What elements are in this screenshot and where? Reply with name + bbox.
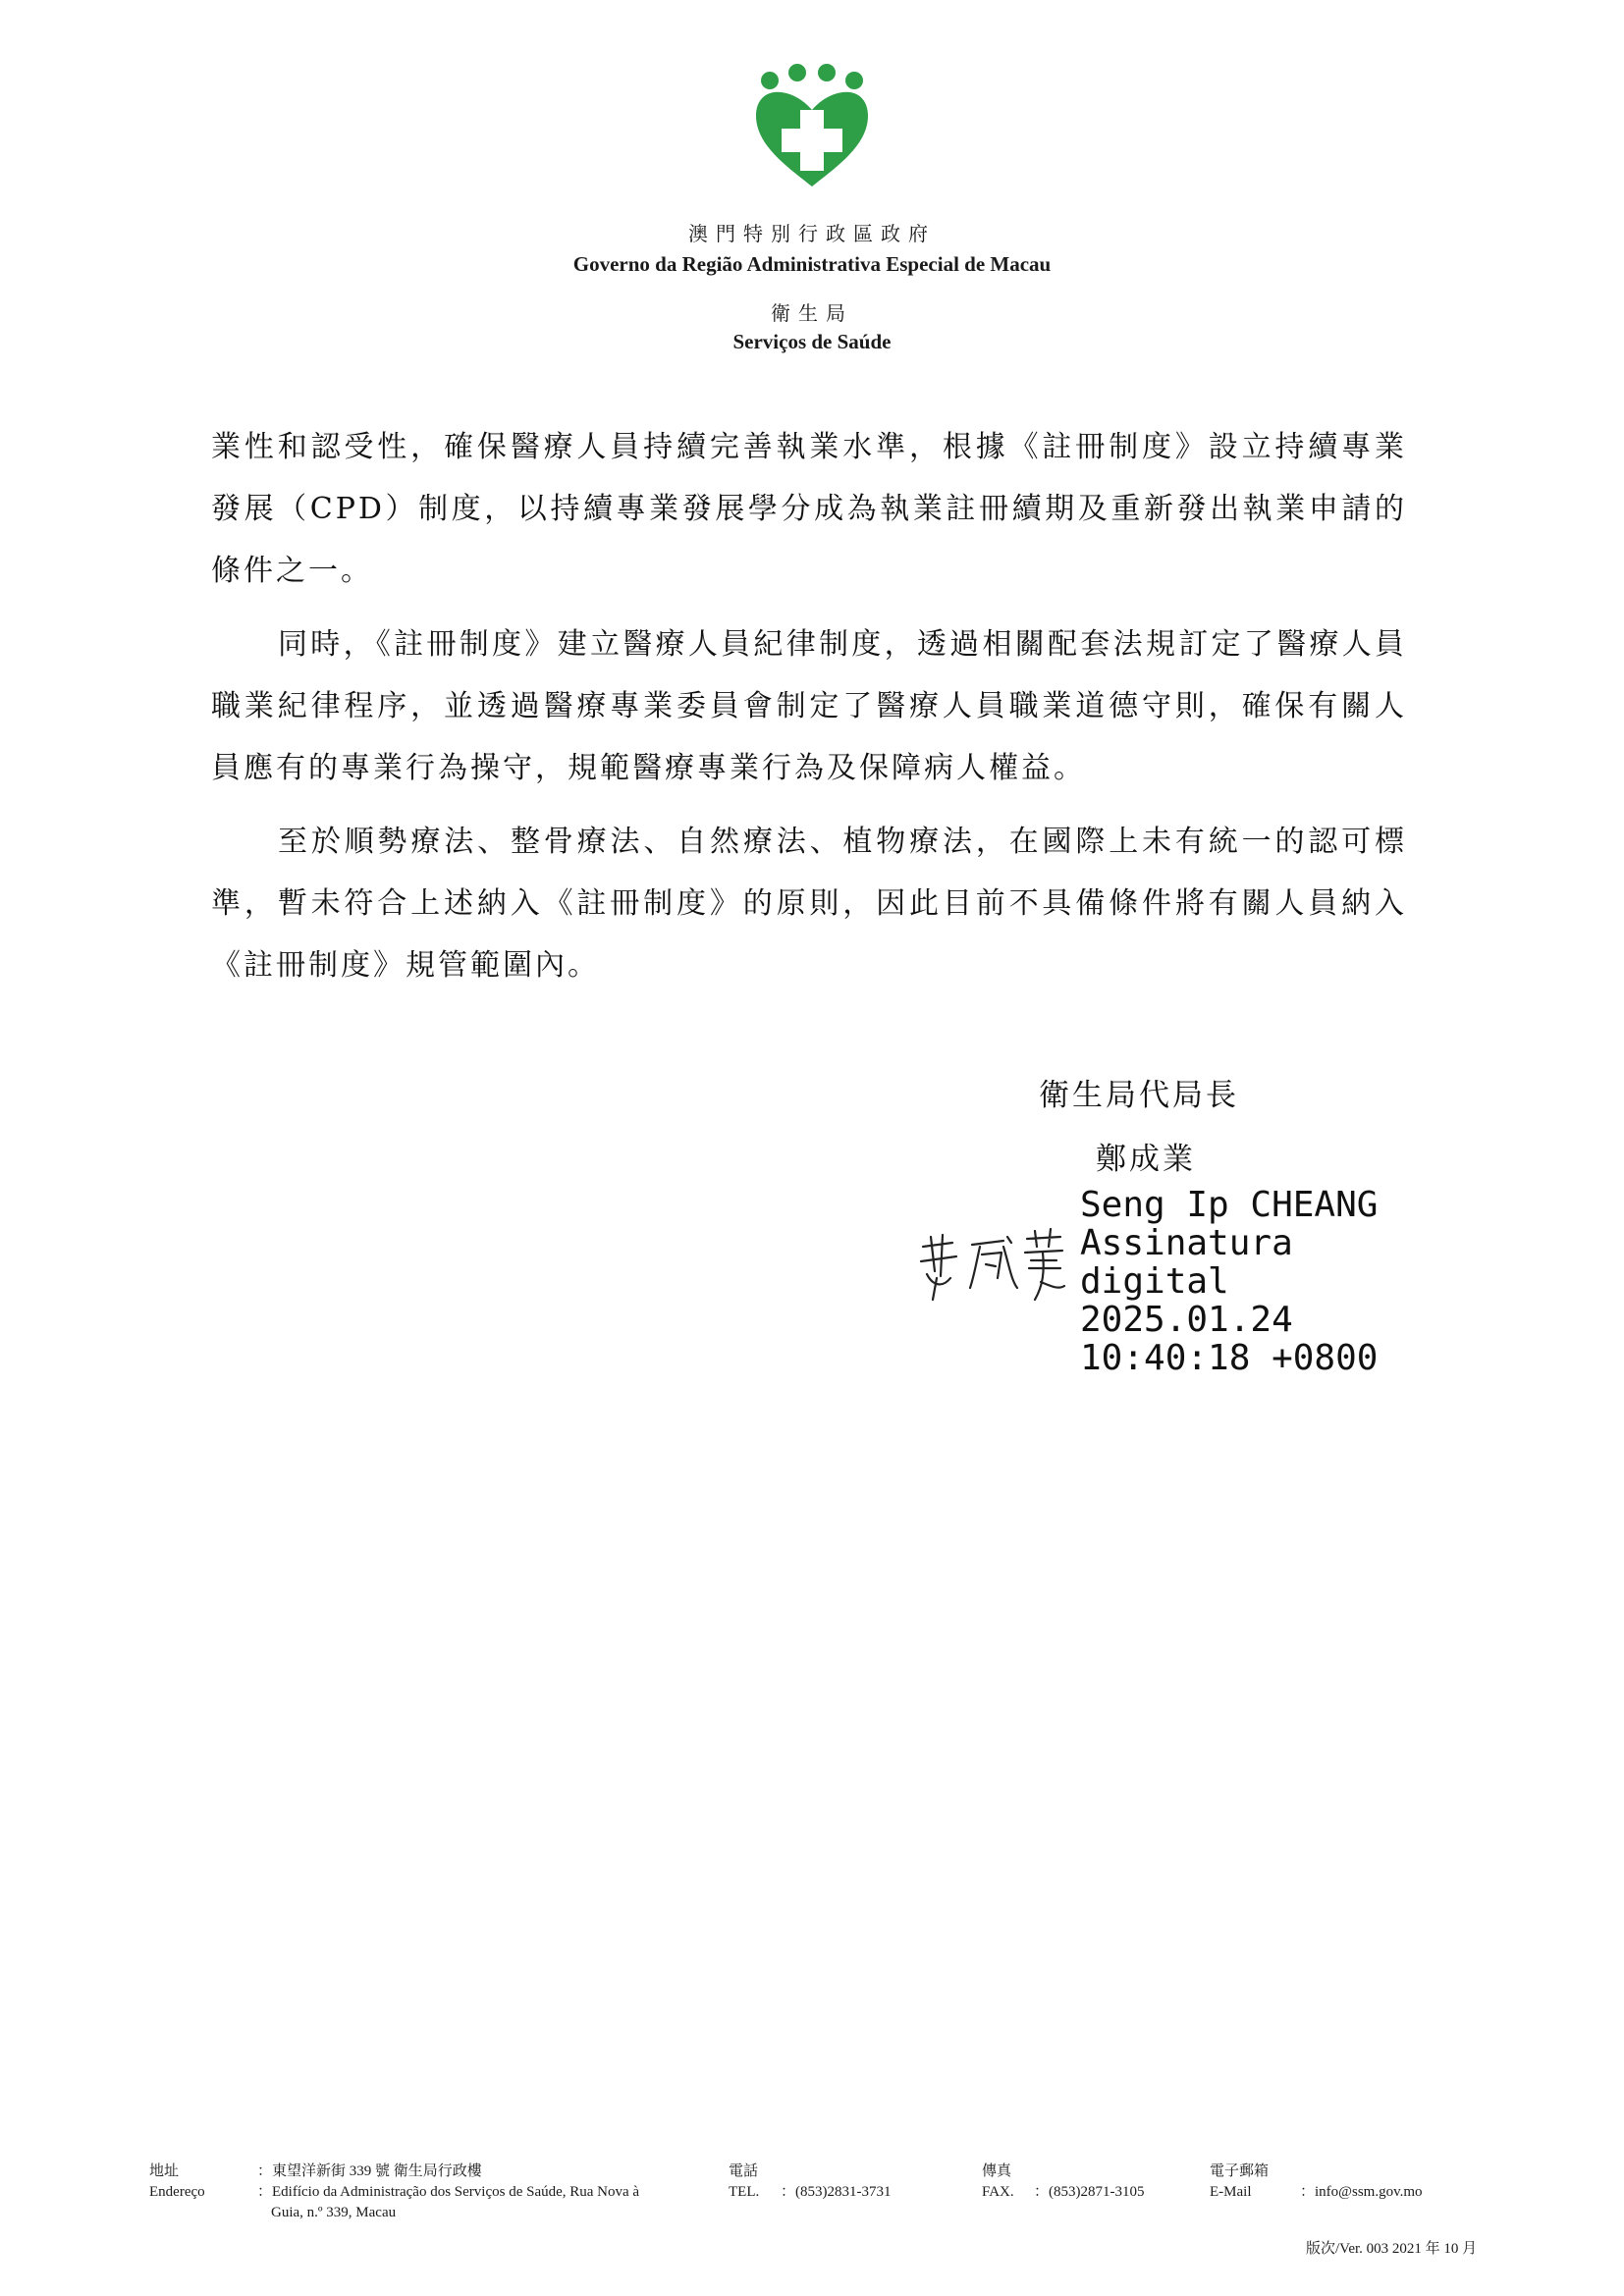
tel-label-en: TEL.	[729, 2184, 760, 2200]
address-label-pt: Endereço	[149, 2184, 205, 2200]
signatory-title: 衛生局代局長	[1039, 1078, 1239, 1113]
tel-label-zh: 電話	[729, 2163, 759, 2179]
fax-label-en: FAX.	[982, 2184, 1014, 2200]
digital-signature-date: 2025.01.24	[1080, 1300, 1293, 1340]
department-name-portuguese: Serviços de Saúde	[732, 330, 892, 353]
paragraph-2: 同時，《註冊制度》建立醫療人員紀律制度，透過相關配套法規訂定了醫療人員職業紀律程序，並透過醫療專業委員會制定了醫療人員職業道德守則，確保有關人員應有的專業行為操守，規範醫療專業行為及保障病人權益。	[211, 627, 1407, 785]
document-version: 版次/Ver. 003 2021 年 10 月	[1306, 2241, 1478, 2257]
digital-signature-time: 10:40:18 +0800	[1080, 1338, 1379, 1378]
footer-fax-value: ：(853)2871-3105	[1034, 2184, 1145, 2200]
address-pt-line-1: ：Edifício da Administração dos Serviços de Saúde, Rua Nova à	[257, 2184, 640, 2200]
digital-signature-line: Assinatura	[1080, 1223, 1293, 1263]
address-zh: ：東望洋新街 339 號 衛生局行政樓	[257, 2163, 482, 2179]
footer-email-value[interactable]: ：info@ssm.gov.mo	[1300, 2184, 1423, 2200]
footer-address	[257, 2162, 709, 2223]
department-name-chinese: 衛生局	[771, 301, 853, 325]
digital-signature-line: Seng Ip CHEANG	[1080, 1185, 1379, 1225]
letter-body	[211, 416, 1407, 1008]
footer-fax-label	[982, 2162, 1014, 2203]
address-label-zh: 地址	[149, 2163, 180, 2179]
government-name-chinese: 澳門特別行政區政府	[688, 222, 936, 245]
paragraph-1: 業性和認受性，確保醫療人員持續完善執業水準，根據《註冊制度》設立持續專業發展（CPD）制度，以持續專業發展學分成為執業註冊續期及重新發出執業申請的條件之一。	[211, 430, 1407, 588]
signatory-name: 鄭成業	[1096, 1142, 1196, 1177]
address-pt-line-2: Guia, n.º 339, Macau	[271, 2205, 397, 2220]
email-label-zh: 電子郵箱	[1210, 2163, 1270, 2179]
footer-tel-value: ：(853)2831-3731	[781, 2184, 892, 2200]
handwritten-signature	[913, 1217, 1070, 1306]
email-label-en: E-Mail	[1210, 2184, 1252, 2200]
digital-signature-stamp	[1080, 1186, 1378, 1377]
footer-address-label	[149, 2162, 205, 2203]
fax-label-zh: 傳真	[982, 2163, 1012, 2179]
footer-email-label	[1210, 2162, 1269, 2203]
health-bureau-logo	[748, 59, 876, 196]
government-name-portuguese: Governo da Região Administrativa Especial de Macau	[572, 252, 1052, 276]
digital-signature-line: digital	[1080, 1261, 1229, 1302]
footer-tel-label	[729, 2162, 759, 2203]
paragraph-3: 至於順勢療法、整骨療法、自然療法、植物療法，在國際上未有統一的認可標準，暫未符合上述納入《註冊制度》的原則，因此目前不具備條件將有關人員納入《註冊制度》規管範圍內。	[211, 825, 1407, 983]
